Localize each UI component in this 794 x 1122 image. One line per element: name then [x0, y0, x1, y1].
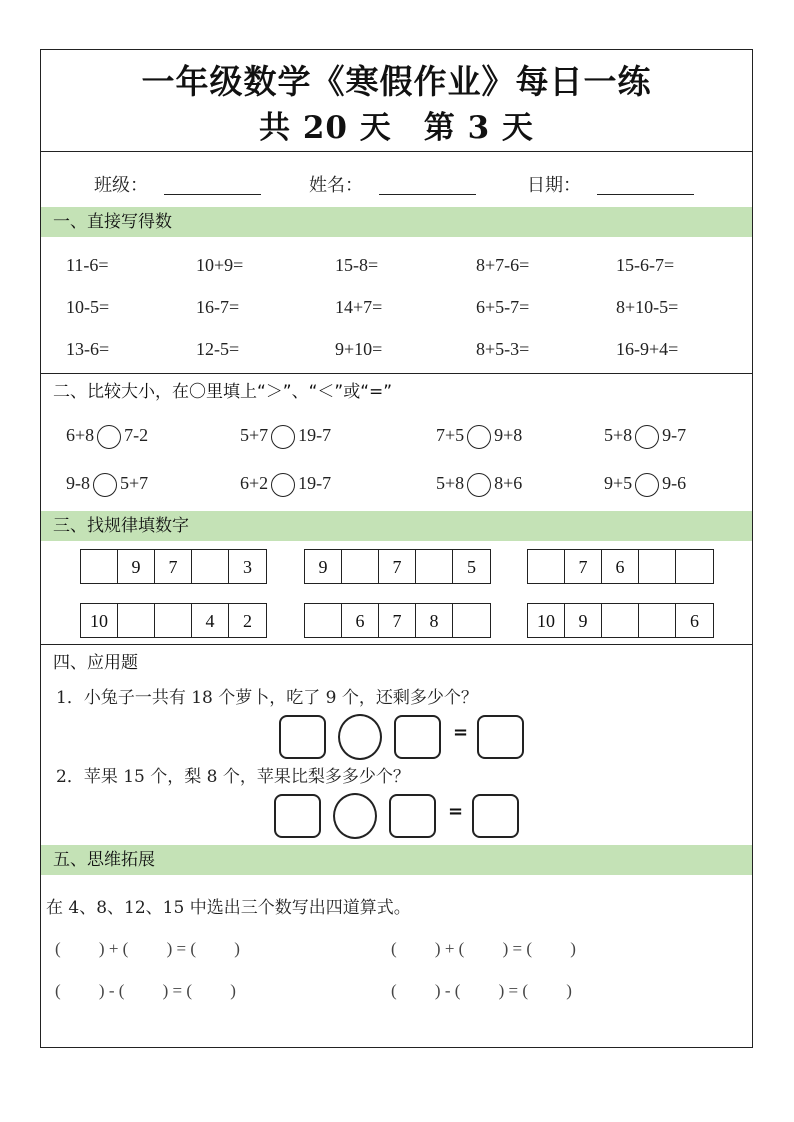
exercise: 16-9+4= — [616, 339, 679, 359]
exercise: 14+7= — [335, 297, 383, 317]
exercise: 13-6= — [66, 339, 110, 359]
sequence-cell[interactable] — [81, 550, 118, 583]
word-problem-2: 2．苹果 15 个，梨 8 个，苹果比梨多多少个？ — [56, 767, 410, 787]
sequence-cell[interactable] — [342, 550, 379, 583]
answer-box[interactable] — [279, 715, 326, 759]
divider — [41, 644, 752, 645]
section-heading-thinking: 五、思维拓展 — [41, 845, 752, 875]
sequence-cell[interactable] — [453, 604, 490, 637]
exercise: 12-5= — [196, 339, 240, 359]
section-heading-direct-answer: 一、直接写得数 — [41, 207, 752, 237]
answer-box[interactable] — [472, 794, 519, 838]
sequence-cell[interactable]: 6 — [690, 611, 699, 631]
section-heading-pattern: 三、找规律填数字 — [41, 511, 752, 541]
operator-circle[interactable] — [338, 714, 382, 760]
sequence-cell[interactable]: 10 — [528, 604, 565, 637]
sequence-cell[interactable]: 6 — [602, 550, 639, 583]
comparison-item: 9-8 5+7 — [66, 468, 148, 498]
sequence-cell[interactable]: 7 — [379, 550, 416, 583]
sequence-cell[interactable] — [639, 604, 676, 637]
sequence-cell[interactable]: 6 — [342, 604, 379, 637]
sequence-row — [304, 549, 491, 584]
answer-circle[interactable] — [467, 425, 491, 449]
sequence-cell[interactable]: 7 — [379, 604, 416, 637]
sequence-cell[interactable]: 2 — [243, 611, 252, 631]
sequence-cell[interactable]: 9 — [305, 550, 342, 583]
worksheet-title: 一年级数学《寒假作业》每日一练 — [141, 62, 652, 101]
sequence-cell[interactable] — [639, 550, 676, 583]
sequence-cell[interactable]: 9 — [118, 550, 155, 583]
sequence-row — [527, 549, 714, 584]
date-label: 日期： — [527, 175, 581, 196]
equals-sign: = — [448, 801, 464, 822]
answer-circle[interactable] — [93, 473, 117, 497]
sequence-cell[interactable]: 3 — [243, 557, 252, 577]
sequence-cell[interactable] — [602, 604, 639, 637]
comparison-item: 5+8 8+6 — [436, 468, 522, 498]
comparison-item: 5+7 19-7 — [240, 420, 331, 450]
exercise: 15-6-7= — [616, 255, 675, 275]
comparison-item: 5+8 9-7 — [604, 420, 686, 450]
fill-blank-equation[interactable]: ( ) - ( ) = ( ) — [55, 981, 236, 1000]
fill-blank-equation[interactable]: ( ) - ( ) = ( ) — [391, 981, 572, 1000]
comparison-item: 6+2 19-7 — [240, 468, 331, 498]
class-field[interactable] — [164, 194, 261, 195]
comparison-item: 6+8 7-2 — [66, 420, 148, 450]
sequence-cell[interactable]: 9 — [565, 604, 602, 637]
sequence-cell[interactable] — [416, 550, 453, 583]
answer-circle[interactable] — [271, 473, 295, 497]
sequence-row — [80, 549, 267, 584]
date-field[interactable] — [597, 194, 694, 195]
exercise: 8+10-5= — [616, 297, 679, 317]
sequence-cell[interactable]: 7 — [565, 550, 602, 583]
exercise: 9+10= — [335, 339, 383, 359]
comparison-item: 7+5 9+8 — [436, 420, 522, 450]
answer-circle[interactable] — [635, 425, 659, 449]
sequence-cell[interactable] — [305, 604, 342, 637]
answer-circle[interactable] — [635, 473, 659, 497]
sequence-row — [527, 603, 714, 638]
sequence-cell[interactable] — [118, 604, 155, 637]
operator-circle[interactable] — [333, 793, 377, 839]
sequence-cell[interactable]: 4 — [192, 604, 229, 637]
worksheet — [40, 49, 753, 1048]
answer-circle[interactable] — [271, 425, 295, 449]
sequence-cell[interactable]: 7 — [155, 550, 192, 583]
sequence-cell[interactable] — [155, 604, 192, 637]
answer-circle[interactable] — [97, 425, 121, 449]
exercise: 11-6= — [66, 255, 109, 275]
exercise: 6+5-7= — [476, 297, 530, 317]
answer-box[interactable] — [274, 794, 321, 838]
exercise: 8+7-6= — [476, 255, 530, 275]
thinking-prompt: 在 4、8、12、15 中选出三个数写出四道算式。 — [46, 898, 411, 918]
sequence-cell[interactable] — [192, 550, 229, 583]
exercise: 10-5= — [66, 297, 110, 317]
worksheet-subtitle: 共 20 天 第 3 天 — [259, 110, 534, 146]
section-heading-compare: 二、比较大小，在〇里填上“＞”、“＜”或“=” — [53, 382, 393, 402]
comparison-item: 9+5 9-6 — [604, 468, 686, 498]
answer-box[interactable] — [394, 715, 441, 759]
fill-blank-equation[interactable]: ( ) + ( ) = ( ) — [55, 939, 240, 958]
fill-blank-equation[interactable]: ( ) + ( ) = ( ) — [391, 939, 576, 958]
answer-box[interactable] — [389, 794, 436, 838]
divider — [41, 151, 752, 152]
divider — [41, 373, 752, 374]
exercise: 10+9= — [196, 255, 244, 275]
exercise: 8+5-3= — [476, 339, 530, 359]
exercise: 15-8= — [335, 255, 379, 275]
answer-box[interactable] — [477, 715, 524, 759]
sequence-cell[interactable]: 8 — [416, 604, 453, 637]
equals-sign: = — [453, 722, 469, 743]
sequence-cell[interactable]: 5 — [467, 557, 476, 577]
section-heading-word-problems: 四、应用题 — [53, 653, 138, 673]
name-field[interactable] — [379, 194, 476, 195]
answer-circle[interactable] — [467, 473, 491, 497]
sequence-cell[interactable] — [676, 550, 713, 583]
sequence-cell[interactable] — [528, 550, 565, 583]
exercise: 16-7= — [196, 297, 240, 317]
sequence-row — [80, 603, 267, 638]
sequence-row — [304, 603, 491, 638]
sequence-cell[interactable]: 10 — [81, 604, 118, 637]
class-label: 班级： — [94, 175, 148, 196]
word-problem-1: 1．小兔子一共有 18 个萝卜，吃了 9 个，还剩多少个？ — [56, 688, 478, 708]
name-label: 姓名： — [309, 175, 363, 196]
